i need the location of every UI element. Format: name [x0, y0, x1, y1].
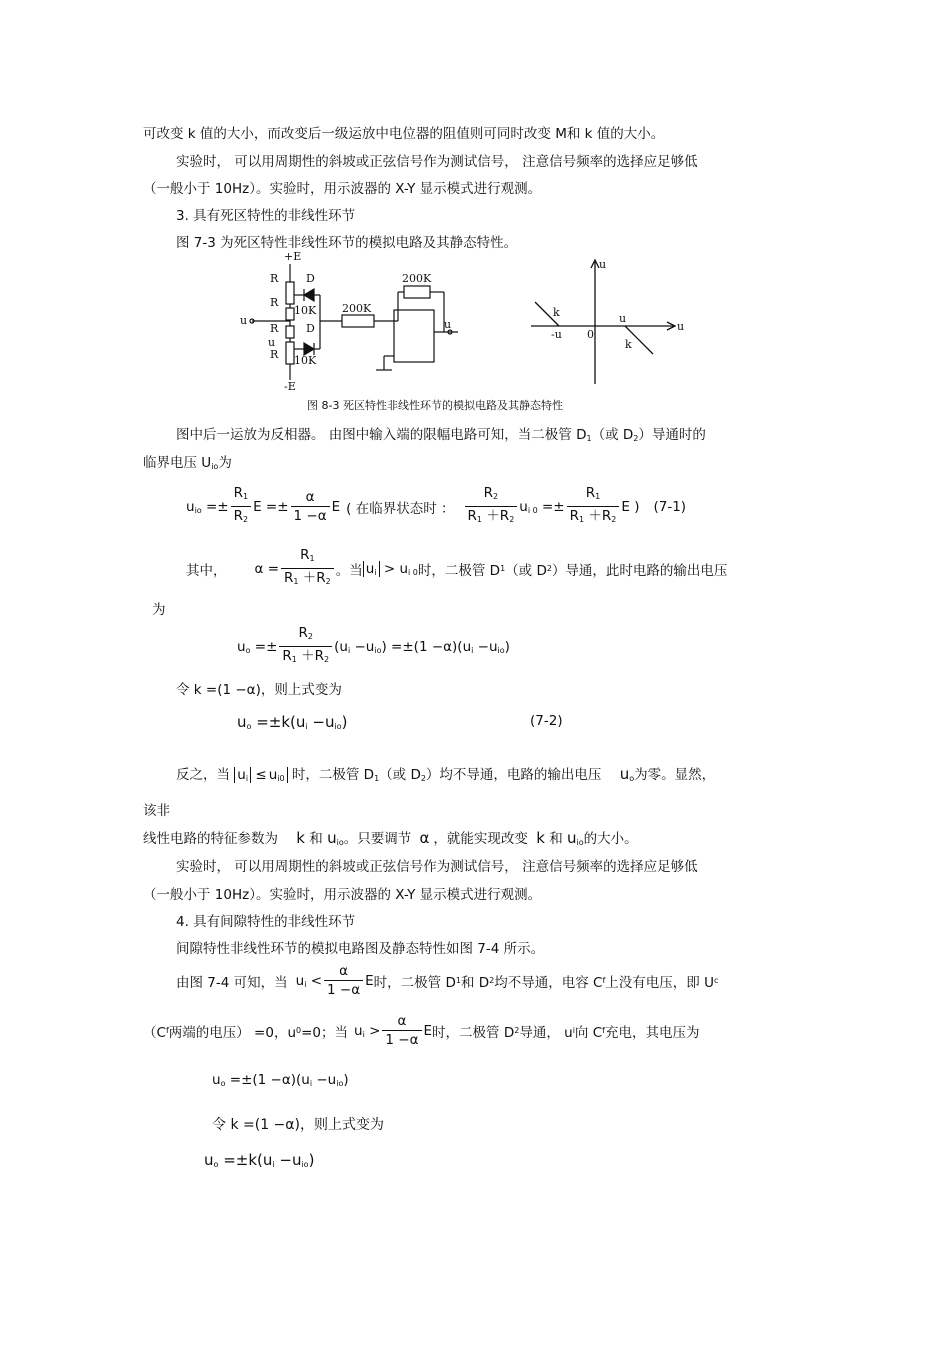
resistor-10k-label: 10K [294, 304, 317, 317]
ui0-label: u [268, 336, 276, 349]
ui-label: u [240, 314, 248, 327]
text-line: 实验时， 可以用周期性的斜坡或正弦信号作为测试信号， 注意信号频率的选择应足够低 [176, 859, 698, 875]
text-line: （一般小于 10Hz）。实验时，用示波器的 X-Y 显示模式进行观测。 [143, 181, 542, 197]
resistor-10k-label: 10K [294, 354, 317, 367]
r2-label: R [270, 272, 279, 285]
r1-label: R [270, 296, 279, 309]
text-line: 间隙特性非线性环节的模拟电路图及静态特性如图 7-4 所示。 [176, 941, 545, 957]
r2-label: R [270, 348, 279, 361]
text-line: 临界电压 $U_{io}$为 [143, 455, 232, 471]
resistor-200k-label: 200K [402, 272, 432, 285]
text-line: 线性电路的特征参数为 k 和 $u_{io}$。只要调节 α ，就能实现改变 k 和 $u_{io}$的大小。 [143, 829, 638, 847]
ui0-label: u [619, 312, 627, 325]
section-heading: 4. 具有间隙特性的非线性环节 [176, 914, 356, 930]
equation-output: $u_o =\pm(1 -\alpha)(u_i -u_{io})$ [212, 1072, 349, 1088]
resistor-200k-label: 200K [342, 302, 372, 315]
plus-e-label: +E [284, 250, 302, 263]
equation-output: $u_o =\pm k(u_i -u_{io})$ [204, 1151, 315, 1169]
uo-axis-label: u [599, 258, 607, 271]
slope-k-label: k [553, 306, 560, 319]
text-line: 由图 7-4 可知，当 $u_i$ < $\frac{\alpha}{1 -\alpha}$ E 时，二极管 D 1 和 D 2 均不导通，电容 C f 上没有电压，即 U c [176, 963, 719, 998]
text-line: 令 k =(1 −α)，则上式变为 [212, 1117, 384, 1133]
text-line: 图 7-3 为死区特性非线性环节的模拟电路及其静态特性。 [176, 235, 518, 251]
neg-ui0-label: -u [551, 328, 562, 341]
text-line: 为 [152, 602, 166, 618]
equation-7-1: $u_{io}$ =± $\frac{R_1}{R_2}$ E =± $\frac{\alpha}{1 -\alpha}$ E ( 在临界状态时 ： $\frac{R_2}{R_1 +R_2}$ $u_{i 0}$ =± $\frac{R_1}{R_1 +R_2}$ E ) (7-1) [186, 484, 686, 529]
origin-label: 0 [587, 328, 594, 341]
d2-label: D [306, 322, 315, 335]
text-line: 实验时， 可以用周期性的斜坡或正弦信号作为测试信号， 注意信号频率的选择应足够低 [176, 154, 698, 170]
text-line: 令 k =(1 −α)，则上式变为 [176, 682, 342, 698]
equation-7-2: $u_o =\pm k(u_i -u_{io})$ [237, 713, 348, 731]
text-line: 反之，当 $u_i \le u_{i0}$ 时，二极管 $D_1$（或 $D_2$）均不导通，电路的输出电压 $u_o$为零。显然， [176, 765, 716, 783]
equation-number: (7-2) [530, 713, 563, 729]
slope-k-label: k [625, 338, 632, 351]
dead-zone-characteristic-plot [525, 252, 695, 392]
text-line: 该非 [143, 803, 170, 819]
figure-caption: 图 8-3 死区特性非线性环节的模拟电路及其静态特性 [307, 399, 563, 412]
equation-output: $u_o$ =± $\frac{R_2}{R_1 +R_2}$ $(u_i -u_{io}) =\pm(1 -\alpha)(u_i -u_{io})$ [237, 624, 510, 669]
r1-label: R [270, 322, 279, 335]
text-line: （C f 两端的电压） =0，u 0 =0；当 $u_i$ > $\frac{\alpha}{1 -\alpha}$ E 时，二极管 D 2 导通， u i 向 C f 充电，其电压为 [143, 1013, 700, 1048]
text-line: （一般小于 10Hz）。实验时，用示波器的 X-Y 显示模式进行观测。 [143, 887, 542, 903]
dead-zone-circuit-diagram [238, 250, 452, 393]
section-heading: 3. 具有死区特性的非线性环节 [176, 208, 356, 224]
minus-e-label: -E [284, 380, 296, 393]
uo-label: u [444, 318, 452, 331]
text-line: 其中， α = $\frac{R_1}{R_1 +R_2}$ 。当 $u_i > u_{i 0}$ 时，二极管 D 1 （或 D 2 ）导通，此时电路的输出电压 [186, 546, 727, 591]
ui-axis-label: u [677, 320, 685, 333]
text-line: 图中后一运放为反相器。 由图中输入端的限幅电路可知，当二极管 $D_1$（或 $D_2$）导通时的 [176, 427, 706, 443]
d1-label: D [306, 272, 315, 285]
text-line: 可改变 k 值的大小，而改变后一级运放中电位器的阻值则可同时改变 M和 k 值的大小。 [143, 126, 665, 142]
